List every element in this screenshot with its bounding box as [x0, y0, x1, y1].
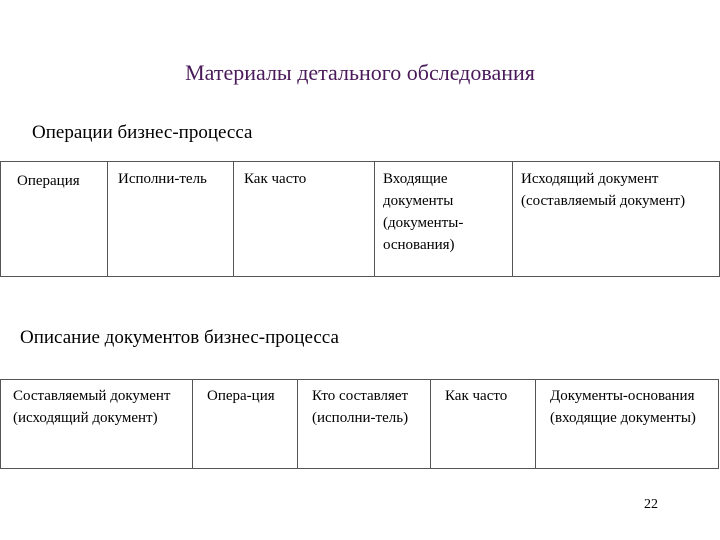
- column-header-output-document: Составляемый документ (исходящий документ): [1, 380, 193, 469]
- column-header-input-documents: Входящие документы (документы-основания): [375, 162, 513, 277]
- documents-table: [0, 379, 719, 469]
- column-header-input-documents: Документы-основания (входящие документы): [536, 380, 719, 469]
- column-header-author: Кто составляет (исполни-тель): [298, 380, 431, 469]
- table-header-row: [1, 380, 719, 469]
- column-header-frequency: Как часто: [234, 162, 375, 277]
- page-number: 22: [644, 497, 658, 512]
- operations-table: [0, 161, 720, 277]
- column-header-output-document: Исходящий документ (составляемый документ): [513, 162, 720, 277]
- column-header-frequency: Как часто: [431, 380, 536, 469]
- column-header-operation: Операция: [1, 162, 108, 277]
- table-header-row: [1, 162, 720, 277]
- section-heading-documents: Описание документов бизнес-процесса: [20, 327, 339, 348]
- slide-title: Материалы детального обследования: [185, 60, 535, 85]
- column-header-operation: Опера-ция: [193, 380, 298, 469]
- section-heading-operations: Операции бизнес-процесса: [32, 122, 253, 143]
- column-header-executor: Исполни-тель: [108, 162, 234, 277]
